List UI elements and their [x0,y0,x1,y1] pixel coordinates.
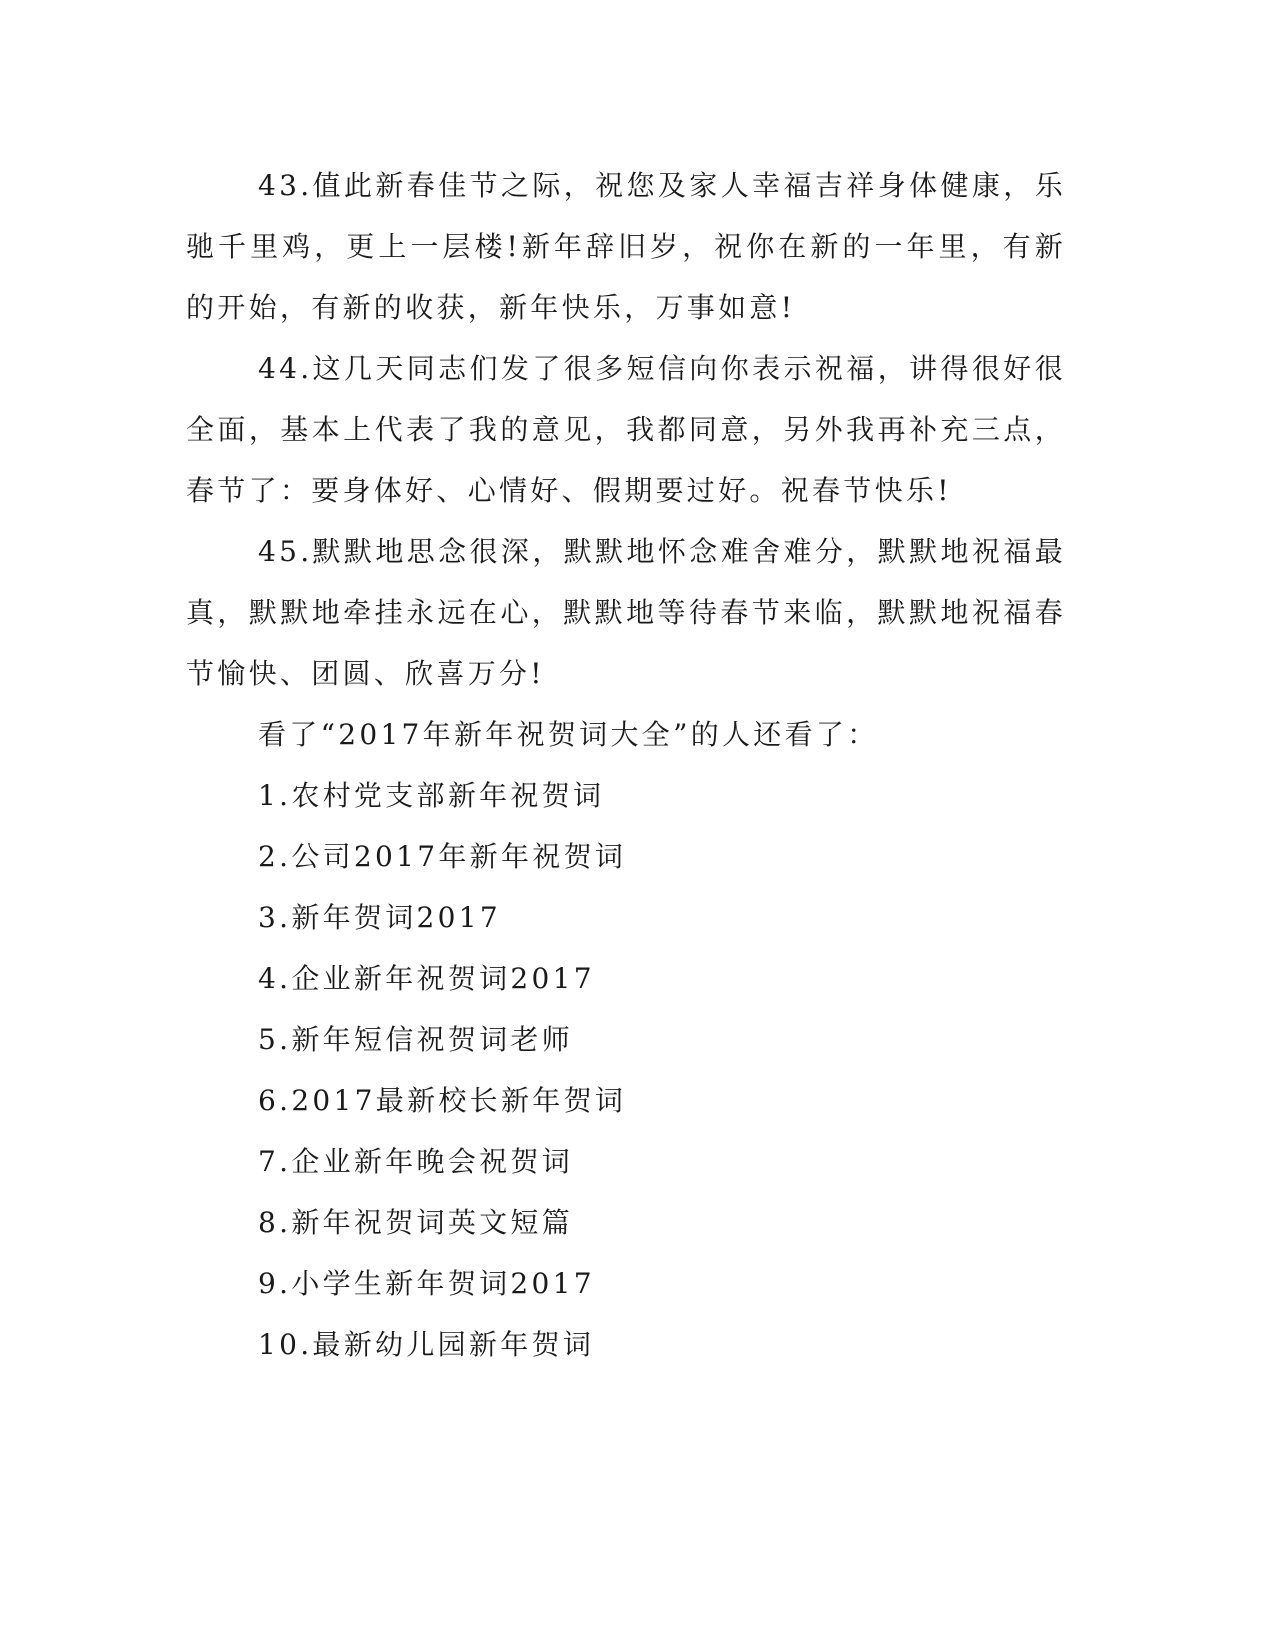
document-body [186,155,1066,1375]
related-item-2[interactable]: 2.公司2017年新年祝贺词 [258,840,627,873]
paragraph-44: 44.这几天同志们发了很多短信向你表示祝福，讲得很好很全面，基本上代表了我的意见，我都同意，另外我再补充三点，春节了：要身体好、心情好、假期要过好。祝春节快乐! [186,352,1066,507]
related-item-10[interactable]: 10.最新幼儿园新年贺词 [258,1328,595,1361]
related-item-5[interactable]: 5.新年短信祝贺词老师 [258,1023,574,1056]
related-item-3[interactable]: 3.新年贺词2017 [258,901,501,934]
related-item-4[interactable]: 4.企业新年祝贺词2017 [258,962,595,995]
related-item-7[interactable]: 7.企业新年晚会祝贺词 [258,1145,574,1178]
related-item-8[interactable]: 8.新年祝贺词英文短篇 [258,1206,574,1239]
related-item-1[interactable]: 1.农村党支部新年祝贺词 [258,779,605,812]
related-heading: 看了“2017年新年祝贺词大全”的人还看了： [258,718,879,751]
paragraph-45: 45.默默地思念很深，默默地怀念难舍难分，默默地祝福最真，默默地牵挂永远在心，默默地等待春节来临，默默地祝福春节愉快、团圆、欣喜万分! [186,535,1066,690]
related-list [186,765,1066,1375]
paragraph-43: 43.值此新春佳节之际，祝您及家人幸福吉祥身体健康，乐驰千里鸡，更上一层楼!新年辞旧岁，祝你在新的一年里，有新的开始，有新的收获，新年快乐，万事如意! [186,169,1066,324]
related-item-9[interactable]: 9.小学生新年贺词2017 [258,1267,595,1300]
related-item-6[interactable]: 6.2017最新校长新年贺词 [258,1084,627,1117]
